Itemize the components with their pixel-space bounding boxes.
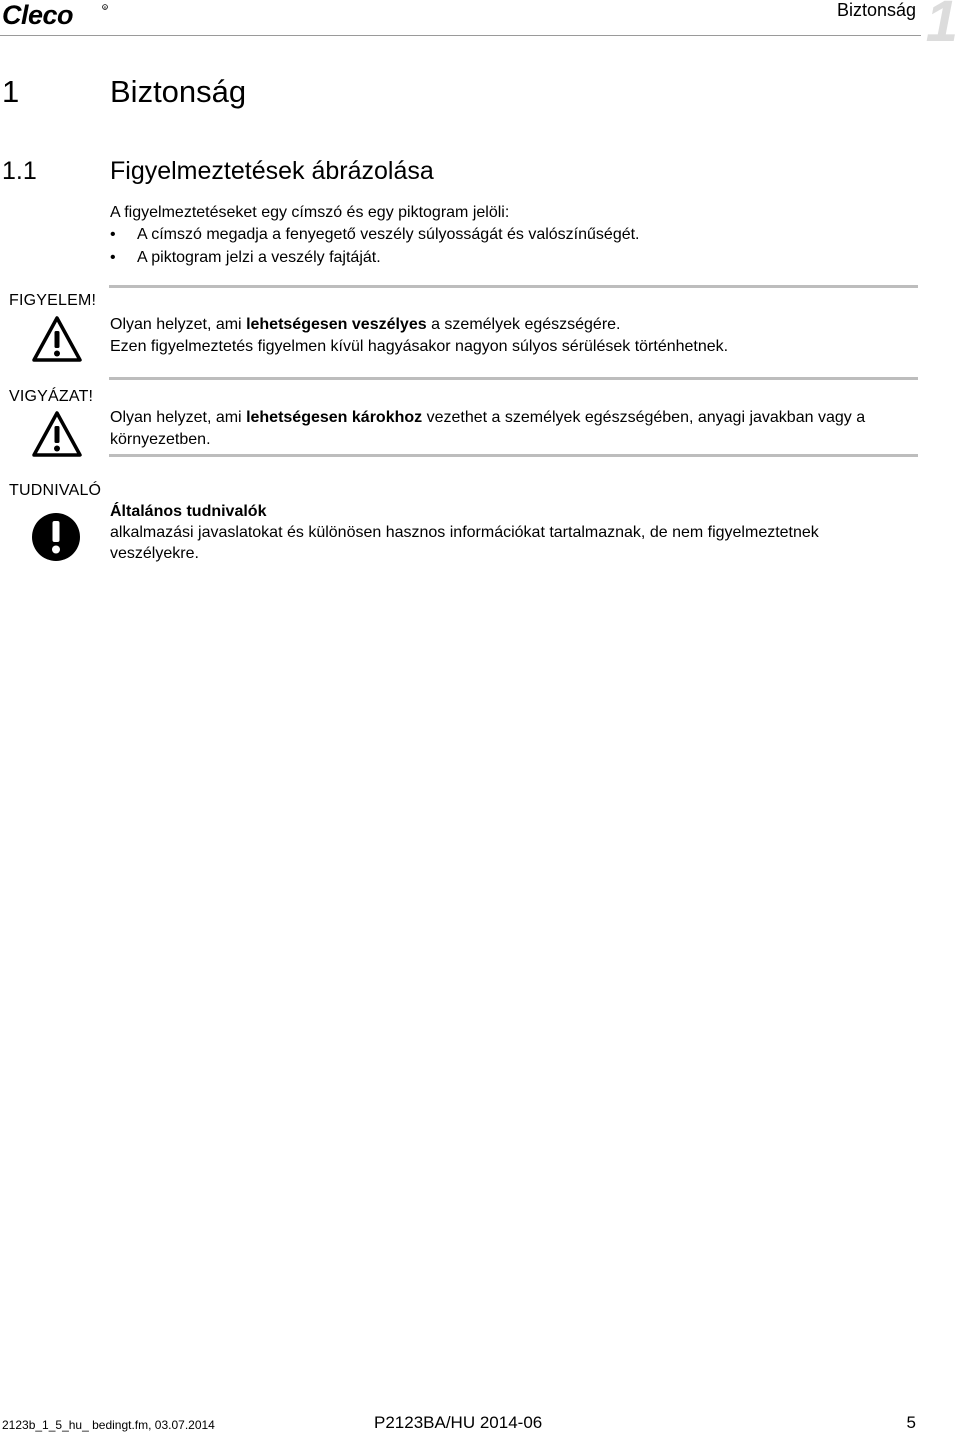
- section-number: 1.1: [2, 157, 37, 185]
- chapter-number: 1: [2, 74, 20, 109]
- notice-bottom-rule: [109, 454, 918, 457]
- cleco-logo: [2, 2, 108, 28]
- notice-emphasis: lehetségesen veszélyes: [246, 316, 427, 333]
- footer-file-info: 2123b_1_5_hu_ bedingt.fm, 03.07.2014: [2, 1418, 215, 1432]
- notice-message-line2: Ezen figyelmeztetés figyelmen kívül hagyásakor nagyon súlyos sérülések történhetnek.: [110, 338, 729, 355]
- footer-document-id: P2123BA/HU 2014-06: [374, 1413, 543, 1432]
- svg-text:R: R: [103, 4, 107, 10]
- note-message: alkalmazási javaslatokat és különösen hasznos információkat tartalmaznak, de nem figyelmeztetnek: [110, 524, 819, 541]
- intro-text: A figyelmeztetéseket egy címszó és egy piktogram jelöli:: [110, 204, 510, 221]
- notice-message-line2: környezetben.: [110, 431, 211, 448]
- signal-word-note: TUDNIVALÓ: [9, 482, 102, 499]
- header-chapter-number: 1: [925, 0, 958, 54]
- signal-word-caution: VIGYÁZAT!: [9, 388, 94, 405]
- notice-top-rule: [109, 285, 918, 288]
- bullet-item: • A címszó megadja a fenyegető veszély súlyosságát és valószínűségét.: [110, 224, 910, 246]
- header-divider: [0, 35, 921, 36]
- header-title: Biztonság: [836, 0, 916, 20]
- footer-page-number: 5: [906, 1413, 916, 1432]
- bullet-text: A címszó megadja a fenyegető veszély súlyosságát és valószínűségét.: [137, 226, 640, 243]
- notice-message: Olyan helyzet, ami lehetségesen károkhoz vezethet a személyek egészségében, anyagi javakban vagy a: [110, 409, 866, 426]
- warning-triangle-icon: [31, 315, 83, 368]
- note-message-line2: veszélyekre.: [110, 545, 199, 562]
- exclamation-circle-icon: [31, 512, 81, 567]
- notice-bottom-rule: [109, 377, 918, 380]
- signal-word-warning: FIGYELEM!: [9, 292, 97, 309]
- note-heading: Általános tudnivalók: [110, 503, 267, 520]
- notice-emphasis: lehetségesen károkhoz: [246, 409, 423, 426]
- bullet-text: A piktogram jelzi a veszély fajtáját.: [137, 249, 381, 266]
- chapter-heading: [0, 74, 600, 114]
- section-heading: [0, 157, 700, 189]
- logo-text: Cleco: [2, 2, 74, 28]
- warning-triangle-icon: [31, 410, 83, 463]
- chapter-title: Biztonság: [110, 74, 247, 109]
- bullet-item: • A piktogram jelzi a veszély fajtáját.: [110, 247, 910, 269]
- section-title: Figyelmeztetések ábrázolása: [110, 157, 434, 185]
- notice-message: Olyan helyzet, ami lehetségesen veszélyes a személyek egészségére.: [110, 316, 621, 333]
